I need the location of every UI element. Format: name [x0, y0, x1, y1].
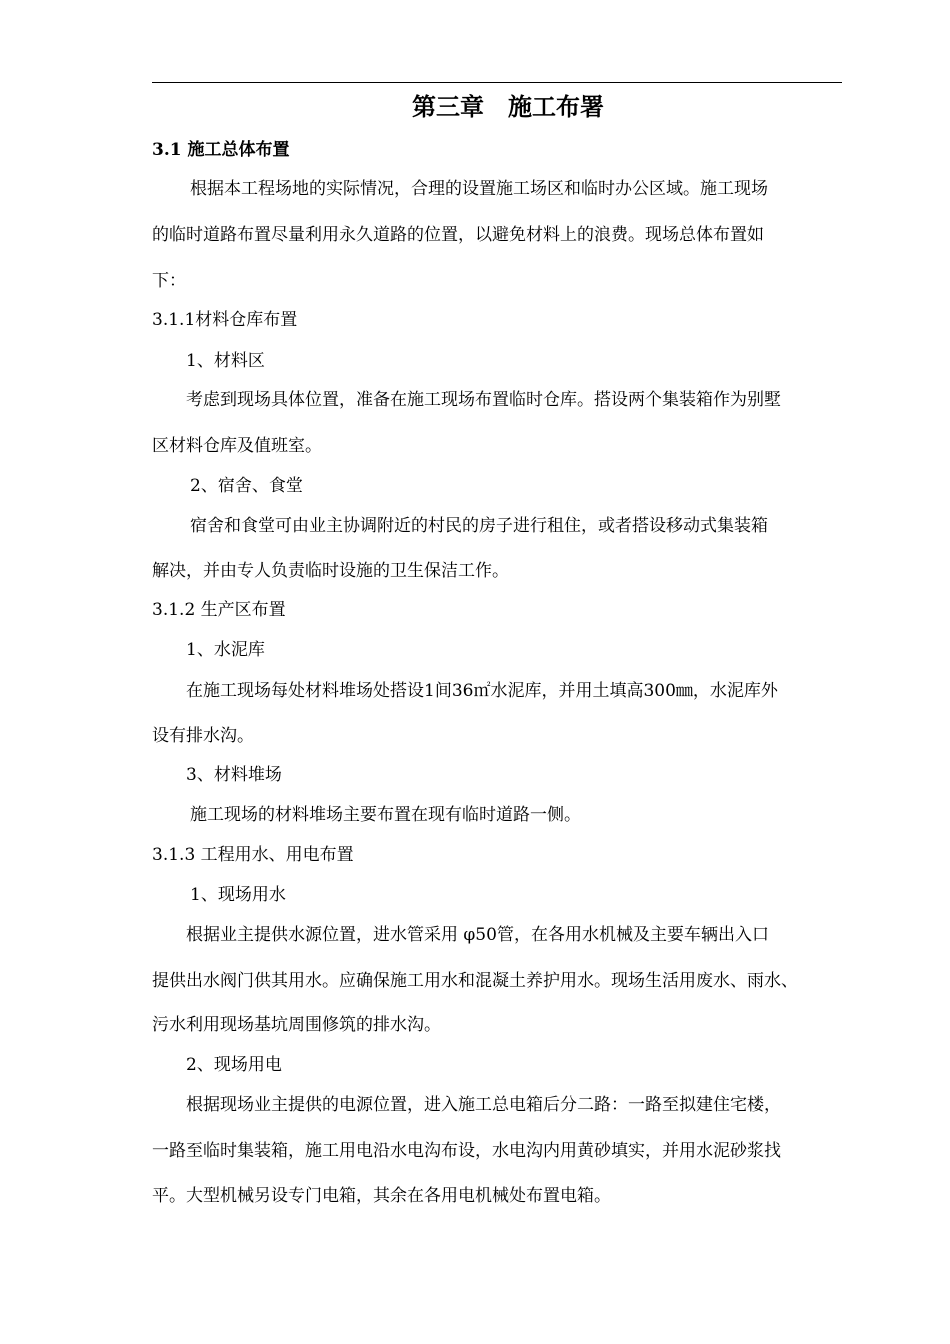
- item-heading: 1、材料区: [186, 351, 265, 371]
- paragraph-line: 宿舍和食堂可由业主协调附近的村民的房子进行租住，或者搭设移动式集装箱: [190, 516, 768, 536]
- item-heading: 2、现场用电: [186, 1055, 282, 1075]
- section-3-1-2-heading: 3.1.2 生产区布置: [152, 600, 286, 620]
- paragraph-line: 考虑到现场具体位置，准备在施工现场布置临时仓库。搭设两个集装箱作为别墅: [186, 390, 781, 410]
- item-heading: 3、材料堆场: [186, 765, 282, 785]
- section-3-1-3-heading: 3.1.3 工程用水、用电布置: [152, 845, 354, 865]
- item-heading: 1、现场用水: [190, 885, 286, 905]
- paragraph-line: 一路至临时集装箱，施工用电沿水电沟布设，水电沟内用黄砂填实，并用水泥砂浆找: [152, 1141, 781, 1161]
- paragraph-line: 的临时道路布置尽量利用永久道路的位置，以避免材料上的浪费。现场总体布置如: [152, 225, 764, 245]
- paragraph-line: 平。大型机械另设专门电箱，其余在各用电机械处布置电箱。: [152, 1186, 611, 1206]
- chapter-title: 第三章 施工布署: [412, 92, 604, 121]
- paragraph-line: 设有排水沟。: [152, 726, 254, 746]
- item-heading: 1、水泥库: [186, 640, 265, 660]
- paragraph-line: 提供出水阀门供其用水。应确保施工用水和混凝土养护用水。现场生活用废水、雨水、: [152, 971, 798, 991]
- paragraph-line: 区材料仓库及值班室。: [152, 436, 322, 456]
- paragraph-line: 在施工现场每处材料堆场处搭设1间36㎡水泥库，并用土填高300㎜，水泥库外: [186, 681, 778, 701]
- paragraph-line: 根据业主提供水源位置，进水管采用 φ50管，在各用水机械及主要车辆出入口: [186, 925, 769, 945]
- paragraph-line: 根据本工程场地的实际情况，合理的设置施工场区和临时办公区域。施工现场: [190, 179, 768, 199]
- paragraph-line: 施工现场的材料堆场主要布置在现有临时道路一侧。: [190, 805, 581, 825]
- item-heading: 2、宿舍、食堂: [190, 476, 303, 496]
- paragraph-line: 污水利用现场基坑周围修筑的排水沟。: [152, 1015, 441, 1035]
- header-rule: [152, 82, 842, 83]
- section-3-1-heading: 3.1 施工总体布置: [152, 140, 290, 160]
- paragraph-line: 解决，并由专人负责临时设施的卫生保洁工作。: [152, 561, 509, 581]
- section-3-1-1-heading: 3.1.1材料仓库布置: [152, 310, 298, 330]
- paragraph-line: 下：: [152, 271, 186, 291]
- paragraph-line: 根据现场业主提供的电源位置，进入施工总电箱后分二路：一路至拟建住宅楼，: [186, 1095, 781, 1115]
